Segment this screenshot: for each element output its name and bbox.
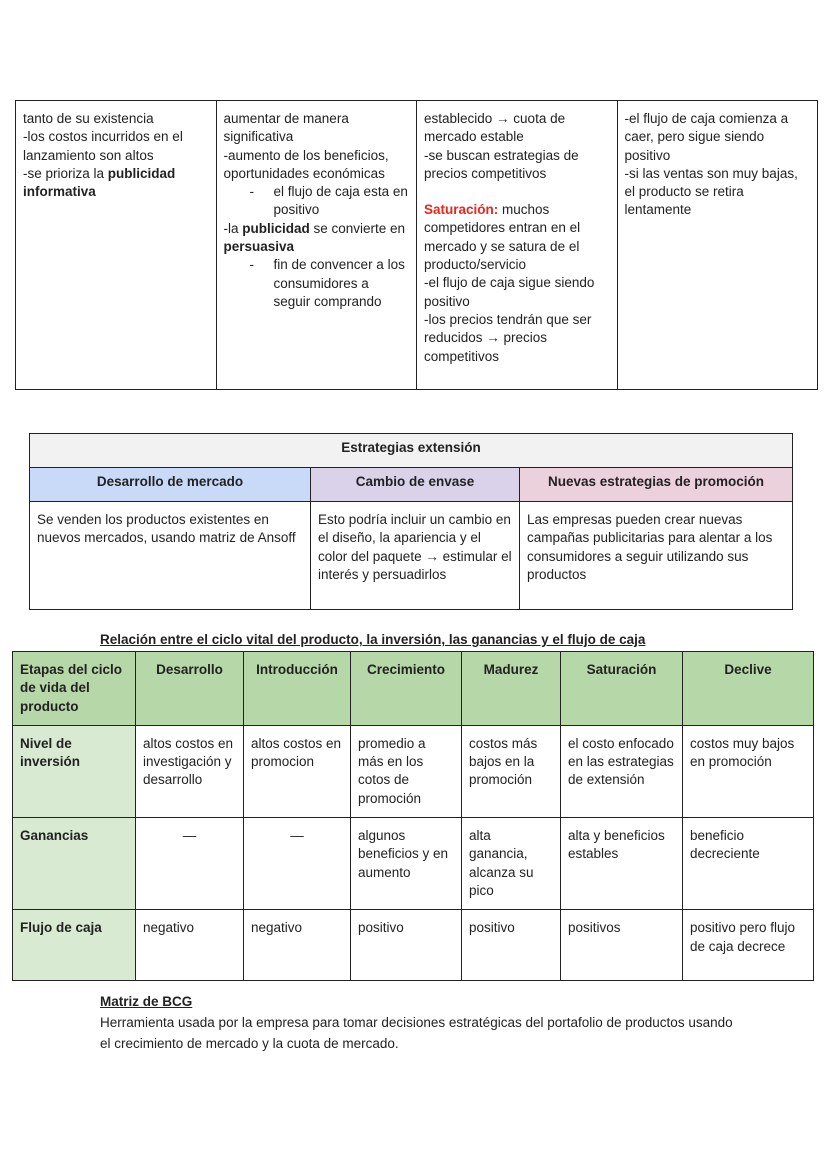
table-cell: positivos [561, 910, 683, 981]
header-stages: Etapas del ciclo de vida del producto [13, 652, 136, 726]
row-label-cash-flow: Flujo de caja [13, 910, 136, 981]
table-cell: promedio a más en los cotos de promoción [351, 725, 462, 817]
table-cell: positivo [351, 910, 462, 981]
header-growth: Crecimiento [351, 652, 462, 726]
bcg-section [100, 994, 740, 1054]
table-cell: — [136, 818, 244, 910]
text-line: establecido → cuota de mercado estable [424, 111, 566, 145]
table-cell: — [244, 818, 351, 910]
saturation-paragraph: Saturación: muchos competidores entran en el mercado y se satura de el producto/servicio [424, 202, 581, 273]
cell-new-promotion: Las empresas pueden crear nuevas campañas publicitarias para alentar a los consumidores a seguir utilizando sus productos [520, 502, 793, 610]
bcg-title: Matriz de BCG [100, 994, 193, 1009]
cell-market-development: Se venden los productos existentes en nuevos mercados, usando matriz de Ansoff [30, 502, 311, 610]
lifecycle-col-decline [617, 101, 818, 390]
text-line: -el flujo de caja sigue siendo positivo [424, 275, 595, 309]
relation-table [12, 651, 814, 981]
sub-bullet: - el flujo de caja esta en positivo [224, 183, 410, 220]
text-line: aumentar de manera significativa [223, 111, 349, 145]
lifecycle-table [15, 100, 818, 390]
table-cell: el costo enfocado en las estrategias de extensión [561, 725, 683, 817]
header-decline: Declive [683, 652, 814, 726]
table-row [13, 910, 814, 981]
lifecycle-col-growth [216, 101, 417, 390]
table-cell: positivo [462, 910, 561, 981]
table-cell: alta ganancia, alcanza su pico [462, 818, 561, 910]
row-label-profits: Ganancias [13, 818, 136, 910]
table-cell: alta y beneficios estables [561, 818, 683, 910]
text-line: -aumento de los beneficios, oportunidades económicas [223, 147, 389, 181]
sub-bullet: - fin de convencer a los consumidores a seguir comprando [224, 256, 410, 311]
text-line: -la publicidad se convierte en persuasiva [223, 220, 406, 255]
header-maturity: Madurez [462, 652, 561, 726]
table-row [30, 434, 793, 468]
table-cell: costos muy bajos en promoción [683, 725, 814, 817]
table-cell: positivo pero flujo de caja decrece [683, 910, 814, 981]
header-packaging-change: Cambio de envase [311, 468, 520, 502]
text-line: -se prioriza la publicidad informativa [23, 165, 176, 200]
text-line: -si las ventas son muy bajas, el producto se retira lentamente [624, 165, 798, 218]
table-row [13, 725, 814, 817]
relation-table-title: Relación entre el ciclo vital del producto, la inversión, las ganancias y el flujo de caja [100, 632, 646, 647]
table-cell: costos más bajos en la promoción [462, 725, 561, 817]
table-cell: altos costos en promocion [244, 725, 351, 817]
text-line: -el flujo de caja comienza a caer, pero sigue siendo positivo [624, 111, 789, 163]
text-line: -los precios tendrán que ser reducidos → precios competitivos [424, 311, 592, 364]
table-cell: beneficio decreciente [683, 818, 814, 910]
text-line: -los costos incurridos en el lanzamiento son altos [23, 129, 183, 163]
extension-strategies-table [29, 433, 793, 610]
table-row [16, 101, 818, 390]
table-row [30, 502, 793, 610]
table-cell: algunos beneficios y en aumento [351, 818, 462, 910]
table-row [13, 818, 814, 910]
row-label-investment: Nivel de inversión [13, 725, 136, 817]
header-new-promotion: Nuevas estrategias de promoción [520, 468, 793, 502]
bcg-description: Herramienta usada por la empresa para tomar decisiones estratégicas del portafolio de productos usando el crecimiento de mercado y la cuota de mercado. [100, 1015, 733, 1051]
text-line: tanto de su existencia [23, 111, 154, 126]
table-cell: negativo [136, 910, 244, 981]
header-saturation: Saturación [561, 652, 683, 726]
lifecycle-col-maturity [417, 101, 618, 390]
cell-packaging-change: Esto podría incluir un cambio en el diseño, la apariencia y el color del paquete → estimular el interés y persuadirlos [311, 502, 520, 610]
table-row [13, 652, 814, 726]
header-introduction: Introducción [244, 652, 351, 726]
extension-title: Estrategias extensión [30, 434, 793, 468]
table-row [30, 468, 793, 502]
header-market-development: Desarrollo de mercado [30, 468, 311, 502]
text-line: -se buscan estrategias de precios competitivos [424, 147, 579, 181]
header-development: Desarrollo [136, 652, 244, 726]
lifecycle-col-introduction [16, 101, 217, 390]
table-cell: altos costos en investigación y desarrollo [136, 725, 244, 817]
table-cell: negativo [244, 910, 351, 981]
